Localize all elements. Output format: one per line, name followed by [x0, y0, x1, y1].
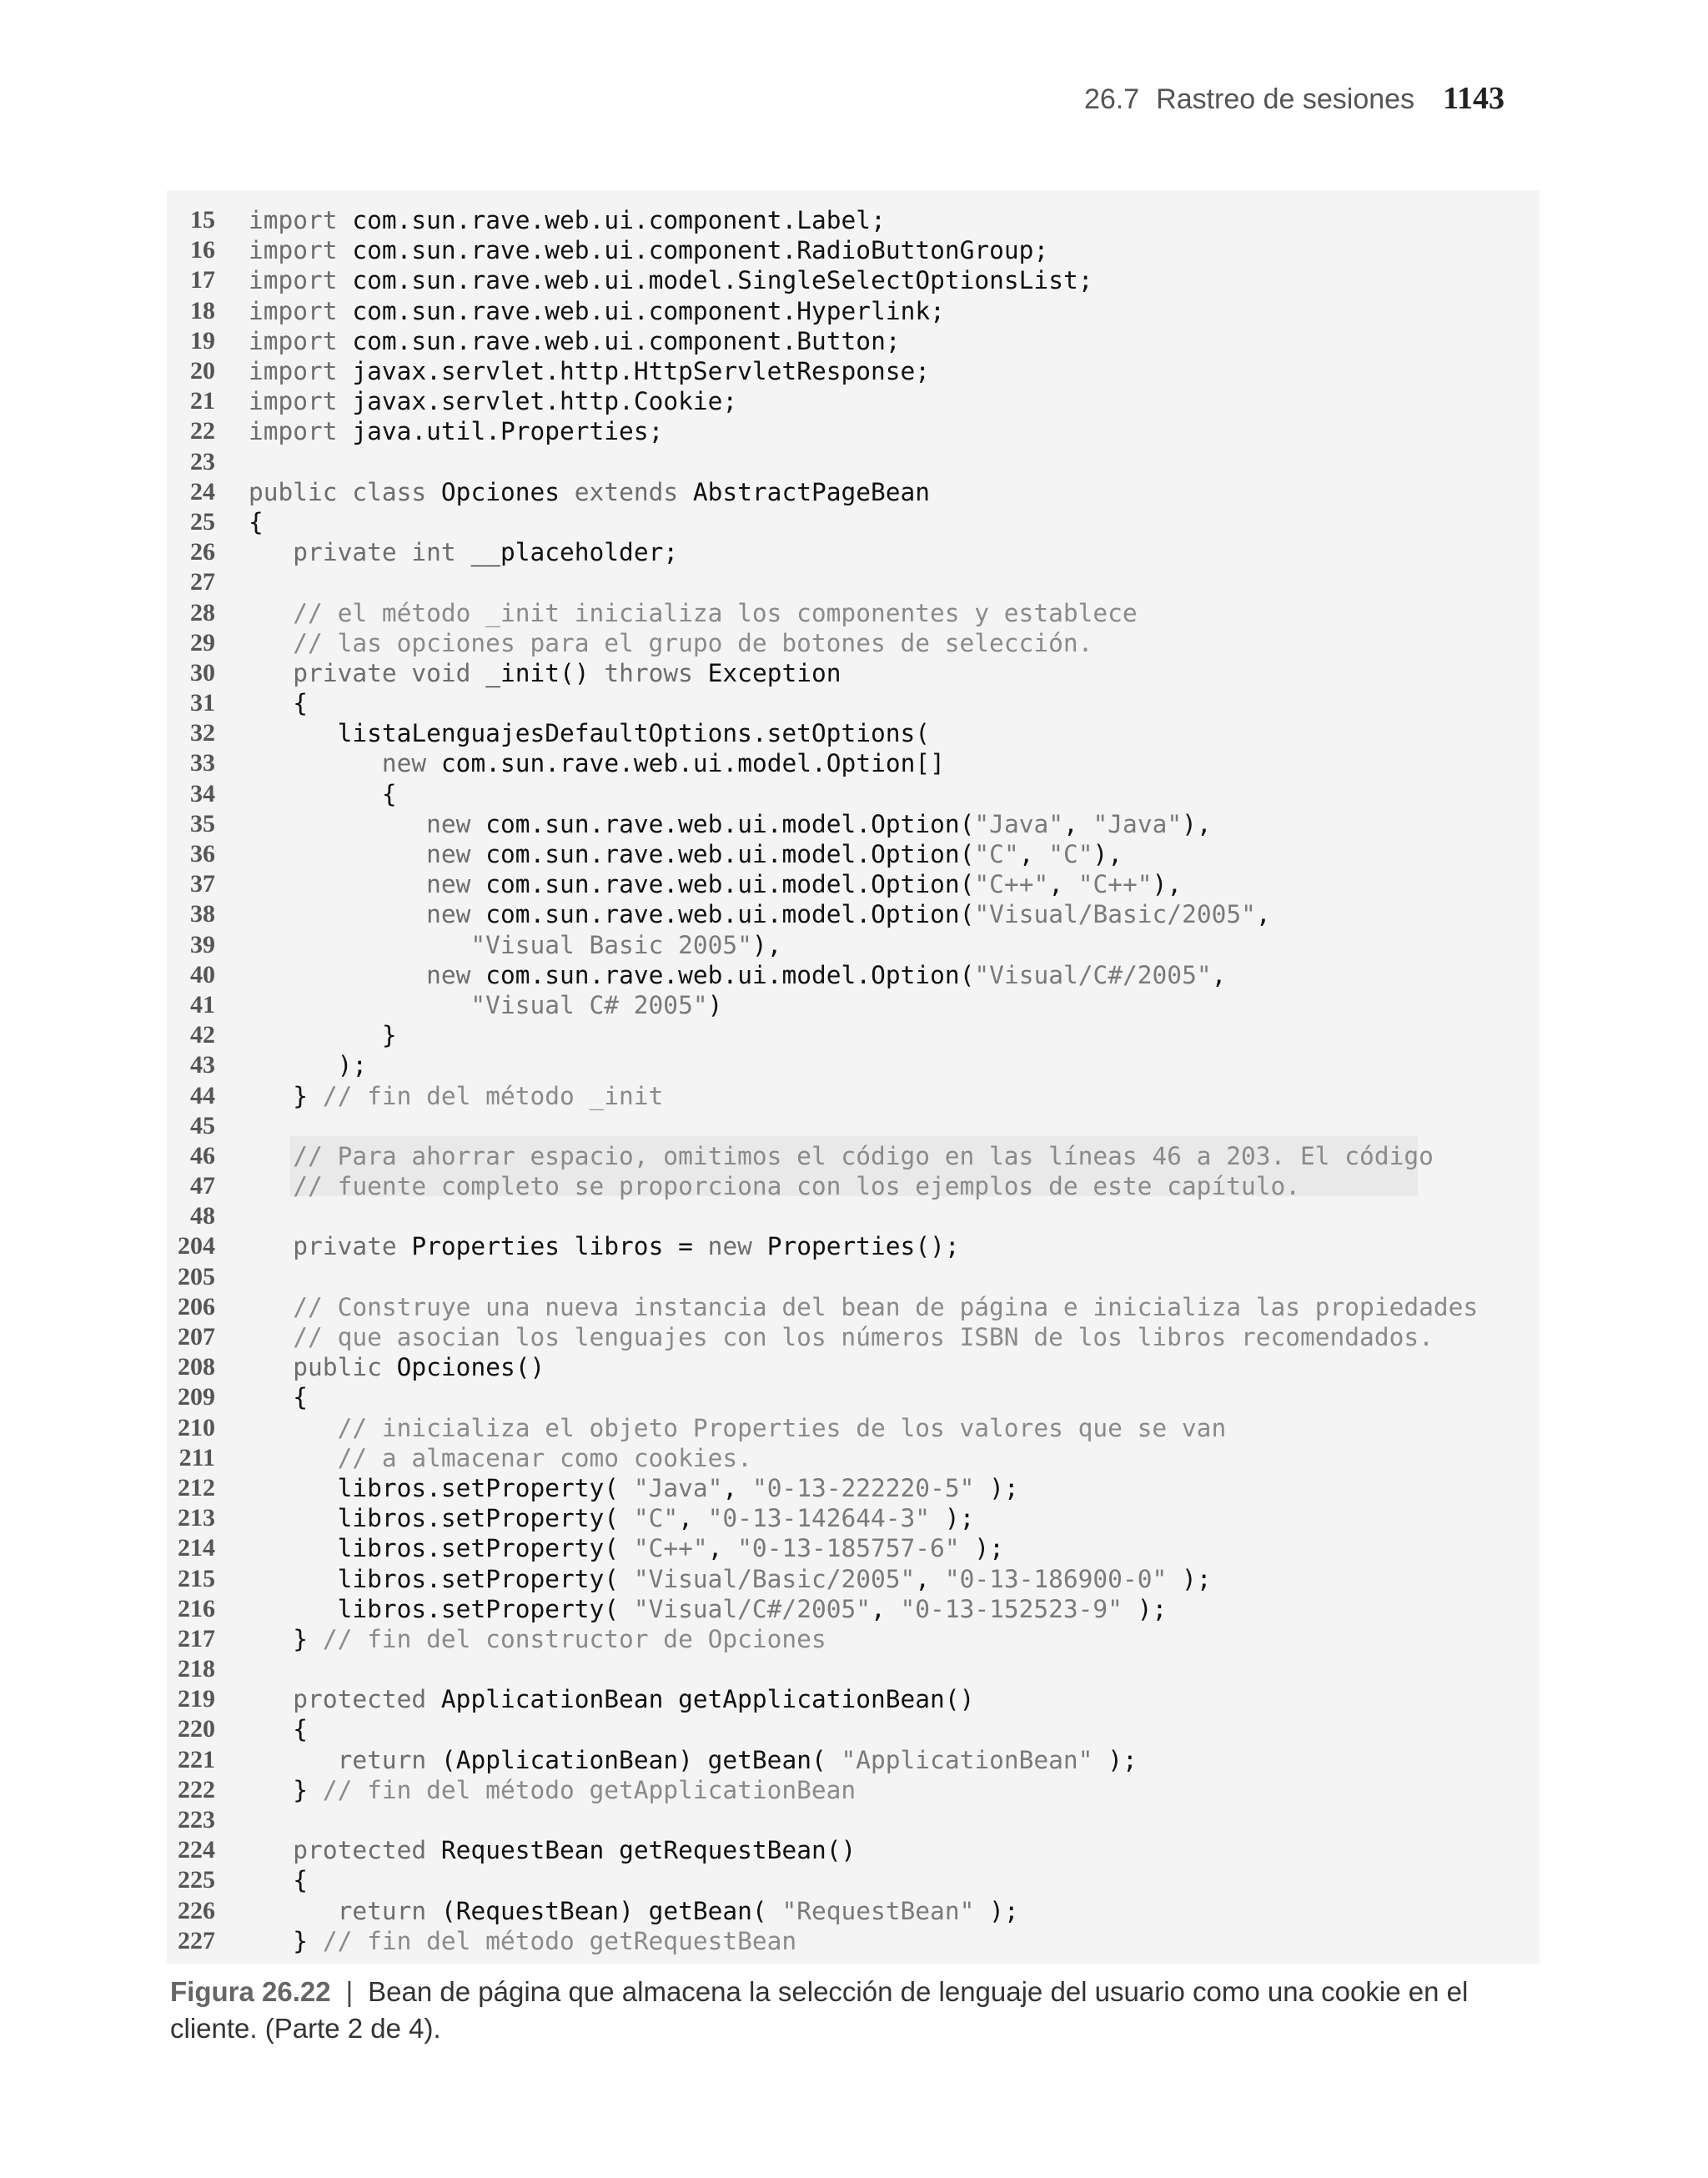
code-line: [167, 1684, 1540, 1714]
code-line: [167, 507, 1540, 537]
code-line: [167, 386, 1540, 416]
line-source: {: [249, 507, 264, 536]
line-number: 19: [190, 326, 215, 355]
line-source: {: [249, 1715, 309, 1744]
code-line: [167, 296, 1540, 326]
code-line: [167, 960, 1540, 990]
line-source: // Para ahorrar espacio, omitimos el código en las líneas 46 a 203. El código: [293, 1141, 1434, 1170]
line-source: "Visual Basic 2005"),: [470, 930, 782, 959]
code-line: [167, 205, 1540, 235]
code-line: [167, 1141, 1540, 1171]
line-number: 34: [190, 779, 215, 807]
line-source: private int __placeholder;: [293, 538, 679, 567]
code-line: [167, 1473, 1540, 1503]
code-line: [167, 477, 1540, 507]
line-number: 41: [190, 990, 215, 1019]
code-line: [167, 1563, 1540, 1593]
code-line: [167, 1080, 1540, 1110]
line-number: 220: [178, 1715, 215, 1743]
code-line: [167, 718, 1540, 748]
code-line: [167, 1111, 1540, 1141]
line-source: public Opciones(): [293, 1353, 545, 1382]
line-number: 29: [190, 628, 215, 656]
code-line: [167, 869, 1540, 899]
line-number: 44: [190, 1081, 215, 1109]
line-number: 40: [190, 960, 215, 988]
code-line: [167, 779, 1540, 809]
line-source: new com.sun.rave.web.ui.model.Option("Visual/C#/2005",: [426, 960, 1227, 989]
line-number: 223: [178, 1806, 215, 1834]
code-line: [167, 658, 1540, 688]
line-number: 210: [178, 1413, 215, 1441]
line-source: }: [249, 1021, 397, 1050]
line-source: } // fin del método getRequestBean: [249, 1926, 797, 1955]
code-line: [167, 597, 1540, 627]
line-source: // a almacenar como cookies.: [337, 1443, 752, 1472]
line-source: import com.sun.rave.web.ui.component.Label;: [249, 206, 886, 235]
code-line: [167, 1896, 1540, 1926]
line-source: } // fin del constructor de Opciones: [249, 1624, 826, 1653]
line-source: {: [249, 779, 397, 808]
line-source: // fuente completo se proporciona con los ejemplos de este capítulo.: [293, 1172, 1301, 1201]
line-source: import com.sun.rave.web.ui.model.SingleSelectOptionsList;: [249, 266, 1093, 295]
caption-separator: |: [345, 1976, 354, 2007]
line-number: 20: [190, 357, 215, 385]
caption-text: Bean de página que almacena la selección de lenguaje del usuario como una cookie en el cliente. (Parte 2 de 4).: [170, 1976, 1469, 2044]
line-number: 33: [190, 749, 215, 777]
line-number: 204: [178, 1232, 215, 1260]
code-lines: [167, 205, 1540, 1956]
line-source: libros.setProperty( "C++", "0-13-185757-6" );: [337, 1534, 1004, 1563]
line-source: import com.sun.rave.web.ui.component.RadioButtonGroup;: [249, 236, 1049, 265]
line-number: 31: [190, 689, 215, 717]
code-line: [167, 1020, 1540, 1050]
line-number: 38: [190, 900, 215, 928]
code-line: [167, 567, 1540, 597]
line-number: 227: [178, 1926, 215, 1954]
line-source: {: [249, 689, 309, 718]
line-source: public class Opciones extends AbstractPageBean: [249, 477, 931, 506]
code-line: [167, 1171, 1540, 1201]
line-source: new com.sun.rave.web.ui.model.Option("C", "C"),: [426, 840, 1123, 869]
line-number: 28: [190, 598, 215, 626]
code-line: [167, 356, 1540, 386]
code-line: [167, 1413, 1540, 1443]
code-line: [167, 1262, 1540, 1292]
line-number: 208: [178, 1353, 215, 1381]
code-listing: [167, 190, 1540, 1964]
figure-caption: [170, 1974, 1538, 2047]
line-source: // que asocian los lenguajes con los números ISBN de los libros recomendados.: [293, 1323, 1434, 1352]
code-line: [167, 930, 1540, 960]
line-number: 219: [178, 1685, 215, 1713]
code-line: [167, 1050, 1540, 1080]
page-number: 1143: [1443, 81, 1505, 116]
code-line: [167, 628, 1540, 658]
code-line: [167, 1443, 1540, 1473]
figure-number: Figura 26.22: [170, 1976, 331, 2007]
code-line: [167, 1533, 1540, 1563]
line-number: 21: [190, 387, 215, 415]
line-source: libros.setProperty( "Java", "0-13-222220-5" );: [337, 1473, 1019, 1502]
line-number: 27: [190, 568, 215, 596]
code-line: [167, 326, 1540, 356]
line-source: protected RequestBean getRequestBean(): [293, 1836, 857, 1865]
line-number: 214: [178, 1534, 215, 1562]
line-number: 30: [190, 658, 215, 687]
code-line: [167, 1745, 1540, 1775]
line-number: 215: [178, 1564, 215, 1592]
line-number: 226: [178, 1896, 215, 1924]
line-source: return (RequestBean) getBean( "RequestBean" );: [337, 1896, 1019, 1925]
code-line: [167, 748, 1540, 778]
line-source: } // fin del método _init: [249, 1081, 664, 1110]
code-line: [167, 990, 1540, 1020]
line-number: 39: [190, 930, 215, 958]
line-number: 222: [178, 1775, 215, 1803]
line-number: 25: [190, 507, 215, 536]
code-line: [167, 1322, 1540, 1352]
line-number: 213: [178, 1504, 215, 1532]
line-number: 209: [178, 1383, 215, 1411]
line-number: 32: [190, 719, 215, 747]
line-source: "Visual C# 2005"): [470, 990, 723, 1019]
line-number: 206: [178, 1292, 215, 1320]
code-line: [167, 688, 1540, 718]
line-source: new com.sun.rave.web.ui.model.Option("Java", "Java"),: [426, 809, 1212, 838]
line-number: 43: [190, 1051, 215, 1079]
line-number: 17: [190, 266, 215, 294]
line-number: 47: [190, 1172, 215, 1200]
code-line: [167, 1201, 1540, 1231]
line-number: 16: [190, 236, 215, 264]
line-number: 42: [190, 1021, 215, 1049]
code-line: [167, 809, 1540, 839]
code-line: [167, 1714, 1540, 1744]
line-number: 216: [178, 1594, 215, 1622]
section-number: 26.7: [1083, 83, 1140, 115]
line-number: 24: [190, 477, 215, 506]
code-line: [167, 1503, 1540, 1533]
line-source: private Properties libros = new Properties();: [293, 1232, 960, 1261]
code-line: [167, 537, 1540, 567]
line-source: listaLenguajesDefaultOptions.setOptions(: [337, 719, 931, 748]
line-source: libros.setProperty( "C", "0-13-142644-3" );: [337, 1504, 975, 1533]
code-line: [167, 235, 1540, 265]
line-source: import com.sun.rave.web.ui.component.Hyperlink;: [249, 296, 945, 325]
code-line: [167, 1926, 1540, 1956]
code-line: [167, 416, 1540, 446]
line-number: 48: [190, 1202, 215, 1230]
line-number: 22: [190, 417, 215, 445]
code-line: [167, 1594, 1540, 1624]
line-number: 46: [190, 1141, 215, 1169]
line-number: 205: [178, 1262, 215, 1290]
line-number: 36: [190, 840, 215, 868]
line-number: 218: [178, 1655, 215, 1683]
line-source: // las opciones para el grupo de botones de selección.: [293, 628, 1093, 657]
line-source: protected ApplicationBean getApplicationBean(): [293, 1685, 975, 1714]
line-source: // Construye una nueva instancia del bean de página e inicializa las propiedades: [293, 1292, 1479, 1321]
code-line: [167, 1654, 1540, 1684]
line-source: libros.setProperty( "Visual/Basic/2005", "0-13-186900-0" );: [337, 1564, 1212, 1593]
line-number: 23: [190, 447, 215, 475]
line-number: 224: [178, 1836, 215, 1864]
line-number: 26: [190, 538, 215, 566]
line-source: import java.util.Properties;: [249, 417, 664, 446]
line-source: import javax.servlet.http.Cookie;: [249, 387, 738, 416]
line-source: new com.sun.rave.web.ui.model.Option[]: [381, 749, 945, 778]
code-line: [167, 1352, 1540, 1382]
code-line: [167, 447, 1540, 477]
line-source: return (ApplicationBean) getBean( "ApplicationBean" );: [337, 1745, 1138, 1774]
code-line: [167, 1292, 1540, 1322]
line-number: 217: [178, 1624, 215, 1652]
line-source: {: [249, 1383, 309, 1412]
code-line: [167, 1805, 1540, 1835]
line-number: 45: [190, 1111, 215, 1139]
line-source: // el método _init inicializa los componentes y establece: [293, 598, 1138, 627]
line-number: 37: [190, 870, 215, 898]
line-source: new com.sun.rave.web.ui.model.Option("Visual/Basic/2005",: [426, 900, 1271, 929]
code-line: [167, 899, 1540, 929]
line-source: import com.sun.rave.web.ui.component.Button;: [249, 326, 901, 355]
line-number: 225: [178, 1866, 215, 1894]
code-line: [167, 265, 1540, 295]
section-title: Rastreo de sesiones: [1156, 83, 1415, 115]
line-source: private void _init() throws Exception: [293, 658, 841, 687]
line-number: 15: [190, 206, 215, 234]
code-line: [167, 1382, 1540, 1412]
code-line: [167, 1775, 1540, 1805]
line-number: 35: [190, 809, 215, 837]
line-number: 221: [178, 1745, 215, 1773]
line-source: new com.sun.rave.web.ui.model.Option("C++", "C++"),: [426, 870, 1183, 899]
line-number: 211: [178, 1443, 215, 1471]
line-number: 212: [178, 1473, 215, 1501]
code-line: [167, 1624, 1540, 1654]
line-source: );: [249, 1051, 368, 1080]
code-line: [167, 1865, 1540, 1895]
code-line: [167, 1231, 1540, 1261]
line-source: import javax.servlet.http.HttpServletResponse;: [249, 357, 931, 386]
code-line: [167, 839, 1540, 869]
line-number: 207: [178, 1323, 215, 1351]
line-source: {: [249, 1866, 309, 1895]
page-header: [1084, 80, 1505, 117]
line-source: libros.setProperty( "Visual/C#/2005", "0-13-152523-9" );: [337, 1594, 1168, 1623]
code-line: [167, 1835, 1540, 1865]
line-source: // inicializa el objeto Properties de los valores que se van: [337, 1413, 1227, 1442]
line-number: 18: [190, 296, 215, 324]
line-source: } // fin del método getApplicationBean: [249, 1775, 857, 1804]
